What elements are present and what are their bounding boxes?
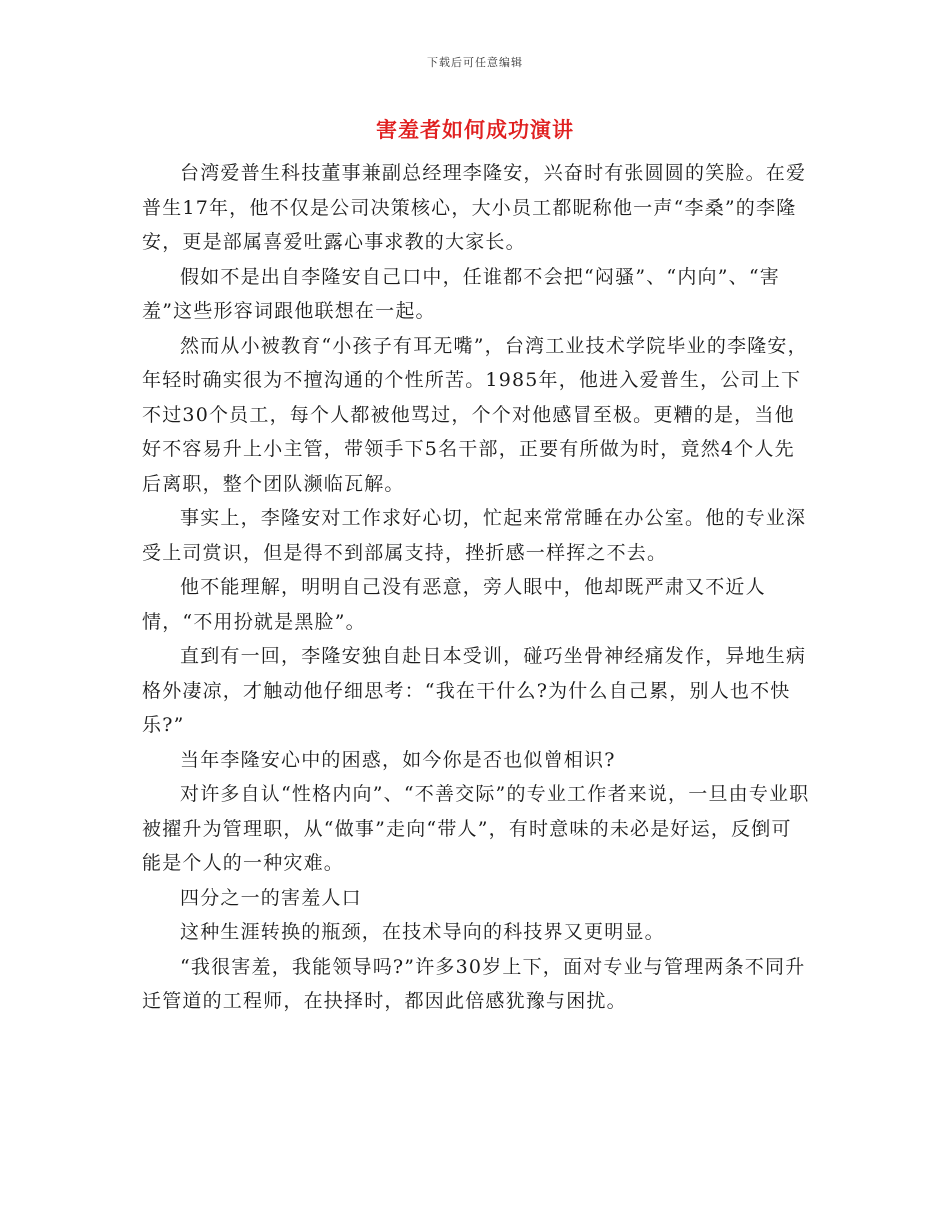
paragraph-10: “我很害羞，我能领导吗?”许多30岁上下，面对专业与管理两条不同升迁管道的工程师，在抉择时，都因此倍感犹豫与困扰。 [142, 955, 806, 1012]
paragraph-5: 他不能理解，明明自己没有恶意，旁人眼中，他却既严肃又不近人情，“不用扮就是黑脸”。 [142, 576, 766, 633]
section-heading: 四分之一的害羞人口 [180, 886, 362, 909]
paragraph-4: 事实上，李隆安对工作求好心切，忙起来常常睡在办公室。他的专业深受上司赏识，但是得不到部属支持，挫折感一样挥之不去。 [142, 507, 807, 564]
document-body [142, 156, 810, 1019]
paragraph-9: 这种生涯转换的瓶颈，在技术导向的科技界又更明显。 [180, 921, 665, 943]
paragraph-8: 对许多自认“性格内向”、“不善交际”的专业工作者来说，一旦由专业职被擢升为管理职，从“做事”走向“带人”，有时意味的未必是好运，反倒可能是个人的一种灾难。 [142, 783, 810, 874]
paragraph-2: 假如不是出自李隆安自己口中，任谁都不会把“闷骚”、“内向”、“害羞”这些形容词跟他联想在一起。 [142, 265, 780, 322]
download-note: 下载后可任意编辑 [427, 56, 523, 69]
paragraph-7: 当年李隆安心中的困惑，如今你是否也似曾相识? [180, 748, 616, 771]
paragraph-3: 然而从小被教育“小孩子有耳无嘴”，台湾工业技术学院毕业的李隆安，年轻时确实很为不擅沟通的个性所苦。1985年，他进入爱普生，公司上下不过30个员工，每个人都被他骂过，个个对他感冒至极。更糟的是，当他好不容易升上小主管，带领手下5名干部，正要有所做为时，竟然4个人先后离职，整个团队濒临瓦解。 [142, 334, 808, 495]
document-title: 害羞者如何成功演讲 [376, 117, 574, 142]
paragraph-1: 台湾爱普生科技董事兼副总经理李隆安，兴奋时有张圆圆的笑脸。在爱普生17年，他不仅是公司决策核心，大小员工都昵称他一声“李桑”的李隆安，更是部属喜爱吐露心事求教的大家长。 [142, 162, 807, 253]
paragraph-6: 直到有一回，李隆安独自赴日本受训，碰巧坐骨神经痛发作，异地生病格外凄凉，才触动他仔细思考：“我在干什么?为什么自己累，别人也不快乐?” [142, 645, 807, 736]
